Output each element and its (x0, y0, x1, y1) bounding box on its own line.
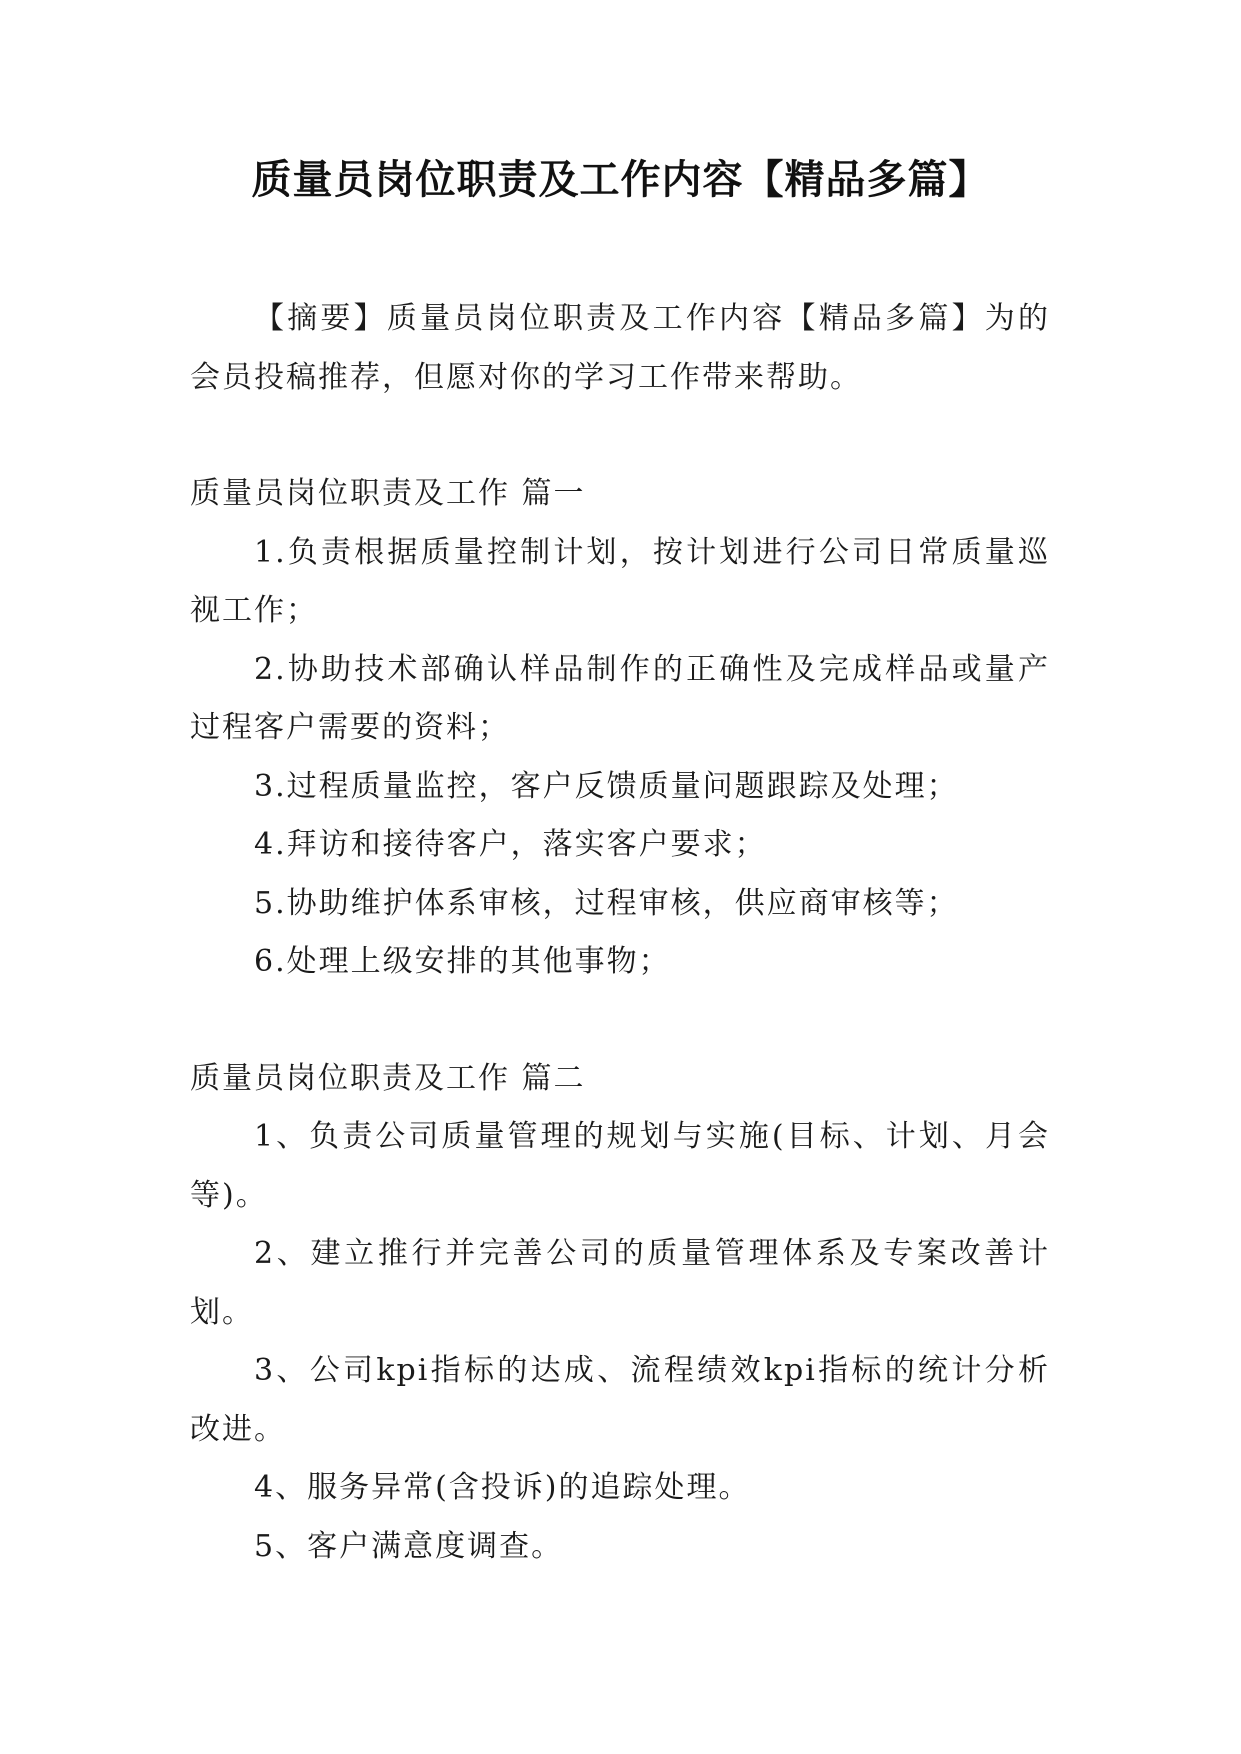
section-1-item-3: 3.过程质量监控，客户反馈质量问题跟踪及处理； (254, 768, 959, 804)
section-2-item-4: 4、服务异常(含投诉)的追踪处理。 (254, 1470, 751, 1505)
document-body (190, 290, 1050, 1576)
section-1-item-6: 6.处理上级安排的其他事物； (254, 944, 671, 979)
section-1-item-1: 1.负责根据质量控制计划，按计划进行公司日常质量巡视工作； (190, 534, 1050, 628)
section-heading-2: 质量员岗位职责及工作 篇二 (190, 1060, 586, 1096)
section-1-item-2: 2.协助技术部确认样品制作的正确性及完成样品或量产过程客户需要的资料； (190, 651, 1050, 745)
section-1-item-5: 5.协助维护体系审核，过程审核，供应商审核等； (254, 885, 959, 921)
section-2-item-1: 1、负责公司质量管理的规划与实施(目标、计划、月会等)。 (190, 1119, 1050, 1213)
document-title: 质量员岗位职责及工作内容【精品多篇】 (251, 157, 990, 203)
section-2-item-3: 3、公司kpi指标的达成、流程绩效kpi指标的统计分析改进。 (190, 1353, 1050, 1447)
section-heading-1: 质量员岗位职责及工作 篇一 (190, 476, 586, 511)
section-2-item-2: 2、建立推行并完善公司的质量管理体系及专案改善计划。 (190, 1236, 1050, 1330)
section-1-item-4: 4.拜访和接待客户，落实客户要求； (254, 827, 767, 862)
section-2-item-5: 5、客户满意度调查。 (254, 1528, 564, 1564)
abstract-paragraph: 【摘要】质量员岗位职责及工作内容【精品多篇】为的会员投稿推荐，但愿对你的学习工作带来帮助。 (190, 301, 1050, 395)
